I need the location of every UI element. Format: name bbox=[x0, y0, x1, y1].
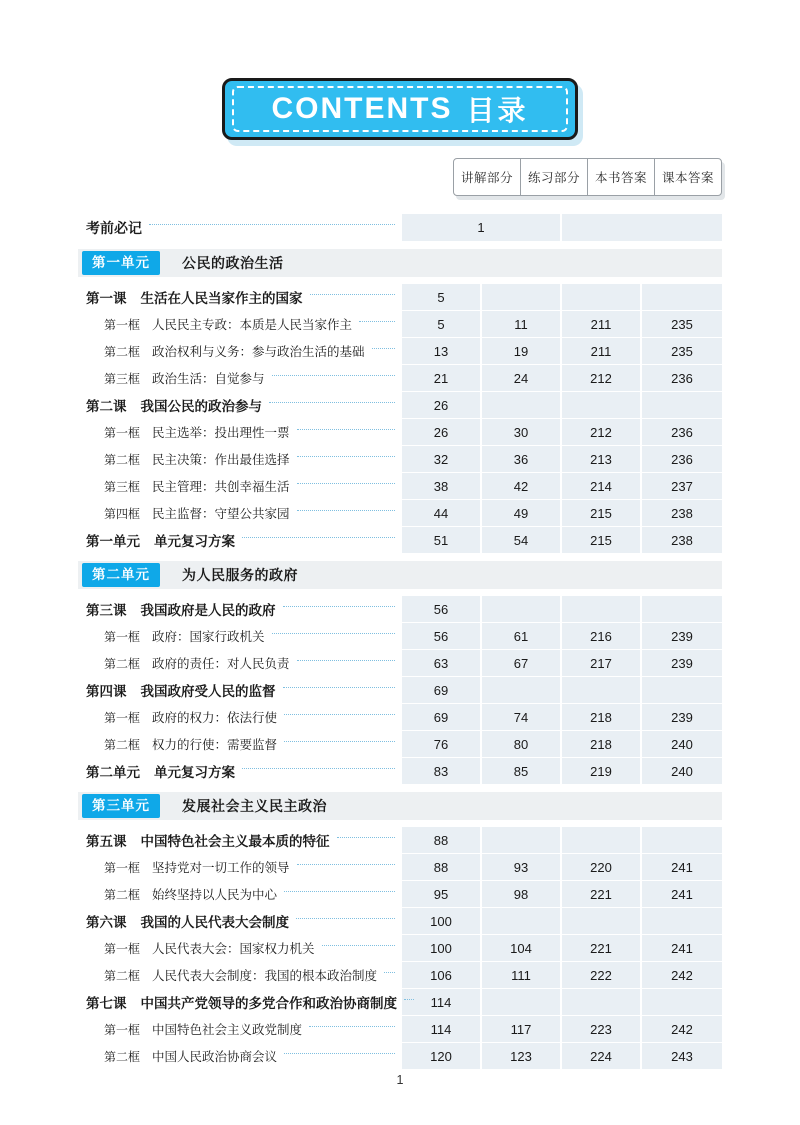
toc-row-frame[interactable] bbox=[78, 854, 722, 880]
contents-title-cn: 目录 bbox=[466, 95, 529, 126]
toc-title-cell bbox=[78, 338, 402, 364]
toc-page-numbers bbox=[402, 338, 722, 364]
toc-page-numbers bbox=[402, 500, 722, 526]
toc-row-frame[interactable] bbox=[78, 446, 722, 472]
toc-title-cell bbox=[78, 935, 402, 961]
page-number-lecture: 13 bbox=[402, 338, 482, 364]
page-number-exercise: 42 bbox=[482, 473, 562, 499]
page-number-textbook-answers bbox=[642, 908, 722, 934]
page-number-textbook-answers bbox=[642, 284, 722, 310]
toc-title-cell bbox=[78, 392, 402, 418]
toc-title-cell bbox=[78, 962, 402, 988]
page-number-lecture: 69 bbox=[402, 704, 482, 730]
toc-entry-title: 坚持党对一切工作的领导 bbox=[152, 861, 290, 875]
toc-entry-label: 第三课 bbox=[86, 603, 127, 618]
toc-entry-label: 第六课 bbox=[86, 915, 127, 930]
dot-leader bbox=[297, 660, 395, 661]
toc-page-numbers bbox=[402, 596, 722, 622]
toc-entry-label: 第二单元 bbox=[86, 765, 140, 780]
page-number-exercise bbox=[482, 392, 562, 418]
toc-entry-title: 政治权利与义务：参与政治生活的基础 bbox=[152, 345, 365, 359]
page-number-exercise bbox=[482, 596, 562, 622]
page-number-exercise: 19 bbox=[482, 338, 562, 364]
toc-title-cell bbox=[78, 284, 402, 310]
page-number-lecture: 100 bbox=[402, 935, 482, 961]
toc-entry-title: 人民代表大会制度：我国的根本政治制度 bbox=[152, 969, 378, 983]
page-number-lecture: 1 bbox=[402, 214, 562, 241]
toc-entry-label: 第二框 bbox=[104, 452, 141, 467]
page-number-book-answers: 221 bbox=[562, 881, 642, 907]
dot-leader bbox=[297, 429, 395, 430]
page-number-exercise: 98 bbox=[482, 881, 562, 907]
toc-page-numbers bbox=[402, 392, 722, 418]
legend-column-lecture: 讲解部分 bbox=[454, 159, 521, 195]
toc-title-cell bbox=[78, 419, 402, 445]
toc-row-frame[interactable] bbox=[78, 935, 722, 961]
toc-entry-title: 生活在人民当家作主的国家 bbox=[140, 291, 303, 306]
dot-leader bbox=[242, 768, 395, 769]
toc-page-numbers bbox=[402, 758, 722, 784]
page-number-textbook-answers: 243 bbox=[642, 1043, 722, 1069]
page-number-exercise: 123 bbox=[482, 1043, 562, 1069]
toc-entry-title: 民主管理：共创幸福生活 bbox=[152, 480, 290, 494]
page-number-textbook-answers: 241 bbox=[642, 881, 722, 907]
toc-entry-title: 单元复习方案 bbox=[154, 765, 235, 780]
page-number-lecture: 5 bbox=[402, 284, 482, 310]
page-number-book-answers bbox=[562, 908, 642, 934]
toc-page-numbers bbox=[402, 854, 722, 880]
dot-leader bbox=[284, 714, 395, 715]
toc-entry-label: 第四框 bbox=[104, 506, 141, 521]
toc-entry-label: 第二框 bbox=[104, 737, 141, 752]
toc-title-cell bbox=[78, 677, 402, 703]
page-number-book-answers: 213 bbox=[562, 446, 642, 472]
toc-entry-title: 中国共产党领导的多党合作和政治协商制度 bbox=[140, 996, 397, 1011]
dot-leader bbox=[359, 321, 395, 322]
toc-entry-label: 第二框 bbox=[104, 1049, 141, 1064]
page-number-exercise: 93 bbox=[482, 854, 562, 880]
toc-row-frame[interactable] bbox=[78, 731, 722, 757]
page-number-book-answers: 212 bbox=[562, 365, 642, 391]
toc-row-frame[interactable] bbox=[78, 473, 722, 499]
page-number-exercise bbox=[482, 827, 562, 853]
dot-leader bbox=[272, 633, 395, 634]
page-number-lecture: 76 bbox=[402, 731, 482, 757]
page-number-book-answers: 214 bbox=[562, 473, 642, 499]
page-number-exercise: 67 bbox=[482, 650, 562, 676]
toc-page-numbers bbox=[402, 623, 722, 649]
toc-title-cell bbox=[78, 827, 402, 853]
unit-header-1 bbox=[78, 249, 722, 277]
toc-row-lesson[interactable] bbox=[78, 596, 722, 622]
toc-entry-label: 第二课 bbox=[86, 399, 127, 414]
page-number-exercise: 117 bbox=[482, 1016, 562, 1042]
page-number-textbook-answers: 236 bbox=[642, 446, 722, 472]
page-number-book-answers: 222 bbox=[562, 962, 642, 988]
page-number-textbook-answers bbox=[642, 989, 722, 1015]
toc-row-frame[interactable] bbox=[78, 1043, 722, 1069]
dot-leader bbox=[384, 972, 395, 973]
page-number-book-answers: 216 bbox=[562, 623, 642, 649]
page-number-textbook-answers: 236 bbox=[642, 419, 722, 445]
toc-entry-label: 第一框 bbox=[104, 860, 141, 875]
toc-title-cell bbox=[78, 596, 402, 622]
toc-row-lesson[interactable] bbox=[78, 908, 722, 934]
dot-leader bbox=[297, 483, 395, 484]
contents-header bbox=[0, 78, 800, 140]
unit-tag: 第三单元 bbox=[82, 794, 160, 818]
toc-entry-label: 第二框 bbox=[104, 968, 141, 983]
toc-page-numbers bbox=[402, 527, 722, 553]
dot-leader bbox=[272, 375, 395, 376]
table-of-contents bbox=[78, 214, 722, 1070]
toc-row-frame[interactable] bbox=[78, 419, 722, 445]
page-number-textbook-answers bbox=[642, 596, 722, 622]
toc-title-cell bbox=[78, 623, 402, 649]
toc-row-frame[interactable] bbox=[78, 704, 722, 730]
contents-banner bbox=[222, 78, 578, 140]
dot-leader bbox=[284, 891, 395, 892]
toc-entry-title: 权力的行使：需要监督 bbox=[152, 738, 278, 752]
toc-entry-title: 中国特色社会主义最本质的特征 bbox=[140, 834, 330, 849]
toc-entry-label: 第一框 bbox=[104, 629, 141, 644]
toc-page-numbers bbox=[402, 677, 722, 703]
page-number-lecture: 114 bbox=[402, 989, 482, 1015]
page-number-exercise: 104 bbox=[482, 935, 562, 961]
toc-entry-label: 第五课 bbox=[86, 834, 127, 849]
toc-entry-title: 我国政府受人民的监督 bbox=[140, 684, 276, 699]
dot-leader bbox=[149, 224, 395, 225]
page-number-textbook-answers: 239 bbox=[642, 623, 722, 649]
column-legend bbox=[453, 158, 722, 196]
dot-leader bbox=[283, 687, 396, 688]
toc-entry-label: 第一框 bbox=[104, 1022, 141, 1037]
toc-page-numbers bbox=[402, 881, 722, 907]
toc-row-lesson[interactable] bbox=[78, 989, 722, 1015]
dot-leader bbox=[297, 510, 395, 511]
page-number-book-answers: 212 bbox=[562, 419, 642, 445]
page-number-lecture: 38 bbox=[402, 473, 482, 499]
page-number-book-answers: 215 bbox=[562, 500, 642, 526]
toc-title-cell bbox=[78, 854, 402, 880]
toc-entry-title: 政治生活：自觉参与 bbox=[152, 372, 265, 386]
toc-page-numbers bbox=[402, 935, 722, 961]
page-number-book-answers: 215 bbox=[562, 527, 642, 553]
unit-name: 为人民服务的政府 bbox=[182, 567, 298, 583]
page-number-textbook-answers: 241 bbox=[642, 935, 722, 961]
toc-page-numbers bbox=[402, 827, 722, 853]
toc-title-cell bbox=[78, 650, 402, 676]
toc-entry-title: 民主决策：作出最佳选择 bbox=[152, 453, 290, 467]
toc-entry-label: 第四课 bbox=[86, 684, 127, 699]
column-legend-box bbox=[453, 158, 722, 196]
toc-title-cell bbox=[78, 704, 402, 730]
page-number-book-answers: 224 bbox=[562, 1043, 642, 1069]
page-number-textbook-answers: 236 bbox=[642, 365, 722, 391]
toc-title-cell bbox=[78, 311, 402, 337]
page-number-textbook-answers: 242 bbox=[642, 962, 722, 988]
toc-row-frame[interactable] bbox=[78, 1016, 722, 1042]
page-number-textbook-answers: 239 bbox=[642, 704, 722, 730]
toc-title-cell bbox=[78, 989, 402, 1015]
toc-entry-label: 第一框 bbox=[104, 425, 141, 440]
page-number-lecture: 5 bbox=[402, 311, 482, 337]
unit-name: 发展社会主义民主政治 bbox=[182, 798, 327, 814]
page-number-book-answers: 223 bbox=[562, 1016, 642, 1042]
page-number-lecture: 21 bbox=[402, 365, 482, 391]
toc-row-frame[interactable] bbox=[78, 650, 722, 676]
toc-entry-title: 人民代表大会：国家权力机关 bbox=[152, 942, 315, 956]
toc-row-frame[interactable] bbox=[78, 500, 722, 526]
legend-column-exercise: 练习部分 bbox=[521, 159, 588, 195]
page-number-lecture: 26 bbox=[402, 392, 482, 418]
toc-row-lesson[interactable] bbox=[78, 392, 722, 418]
page-number-exercise: 24 bbox=[482, 365, 562, 391]
toc-row-frame[interactable] bbox=[78, 623, 722, 649]
page-number-exercise: 111 bbox=[482, 962, 562, 988]
page-number-lecture: 120 bbox=[402, 1043, 482, 1069]
page-number-lecture: 63 bbox=[402, 650, 482, 676]
toc-row-lesson[interactable] bbox=[78, 827, 722, 853]
toc-entry-title: 人民民主专政：本质是人民当家作主 bbox=[152, 318, 353, 332]
page-number-lecture: 51 bbox=[402, 527, 482, 553]
page-number-book-answers: 221 bbox=[562, 935, 642, 961]
toc-row-frame[interactable] bbox=[78, 311, 722, 337]
page-number-book-answers bbox=[562, 392, 642, 418]
toc-entry-label: 第二框 bbox=[104, 656, 141, 671]
toc-entry-title: 政府的责任：对人民负责 bbox=[152, 657, 290, 671]
toc-entry-label: 第一框 bbox=[104, 710, 141, 725]
page-folio: 1 bbox=[396, 1073, 404, 1087]
page-number-lecture: 114 bbox=[402, 1016, 482, 1042]
page-number-book-answers bbox=[562, 677, 642, 703]
dot-leader bbox=[242, 537, 395, 538]
toc-row-unit-review[interactable] bbox=[78, 758, 722, 784]
toc-title-cell bbox=[78, 1016, 402, 1042]
toc-page-numbers bbox=[402, 214, 722, 241]
toc-row-pre-exam-notes[interactable] bbox=[78, 214, 722, 241]
page-number-lecture: 88 bbox=[402, 827, 482, 853]
page-number-book-answers bbox=[562, 596, 642, 622]
toc-entry-title: 我国的人民代表大会制度 bbox=[140, 915, 289, 930]
toc-title-cell bbox=[78, 365, 402, 391]
toc-entry-title: 政府的权力：依法行使 bbox=[152, 711, 278, 725]
page-number-exercise: 11 bbox=[482, 311, 562, 337]
legend-column-book-answers: 本书答案 bbox=[588, 159, 655, 195]
unit-tag: 第一单元 bbox=[82, 251, 160, 275]
toc-row-frame[interactable] bbox=[78, 962, 722, 988]
page-number-textbook-answers: 237 bbox=[642, 473, 722, 499]
toc-entry-label: 第一课 bbox=[86, 291, 127, 306]
toc-page-numbers bbox=[402, 731, 722, 757]
page-number-lecture: 88 bbox=[402, 854, 482, 880]
page-number-exercise: 54 bbox=[482, 527, 562, 553]
toc-page-numbers bbox=[402, 284, 722, 310]
toc-title-cell bbox=[78, 500, 402, 526]
toc-row-frame[interactable] bbox=[78, 365, 722, 391]
unit-header-2 bbox=[78, 561, 722, 589]
page-number-exercise: 85 bbox=[482, 758, 562, 784]
toc-row-lesson[interactable] bbox=[78, 677, 722, 703]
page-number-exercise bbox=[482, 908, 562, 934]
dot-leader bbox=[283, 606, 396, 607]
dot-leader bbox=[337, 837, 396, 838]
page-number-lecture: 69 bbox=[402, 677, 482, 703]
toc-title-cell bbox=[78, 908, 402, 934]
page-number-textbook-answers: 239 bbox=[642, 650, 722, 676]
page-number-lecture: 32 bbox=[402, 446, 482, 472]
toc-page-numbers bbox=[402, 989, 722, 1015]
page-number-exercise: 49 bbox=[482, 500, 562, 526]
page-number-lecture: 56 bbox=[402, 623, 482, 649]
page-number-textbook-answers: 238 bbox=[642, 527, 722, 553]
page-number-textbook-answers: 235 bbox=[642, 338, 722, 364]
page-number-exercise bbox=[482, 989, 562, 1015]
toc-entry-title: 中国特色社会主义政党制度 bbox=[152, 1023, 303, 1037]
toc-page-numbers bbox=[402, 473, 722, 499]
toc-entry-title: 单元复习方案 bbox=[154, 534, 235, 549]
page-number-textbook-answers: 235 bbox=[642, 311, 722, 337]
page-number-exercise bbox=[562, 214, 722, 241]
page-number-book-answers: 211 bbox=[562, 311, 642, 337]
toc-title-cell bbox=[78, 214, 402, 241]
toc-entry-label: 第一框 bbox=[104, 941, 141, 956]
toc-row-frame[interactable] bbox=[78, 881, 722, 907]
dot-leader bbox=[404, 999, 414, 1000]
page-number-lecture: 26 bbox=[402, 419, 482, 445]
dot-leader bbox=[297, 864, 395, 865]
dot-leader bbox=[310, 294, 396, 295]
dot-leader bbox=[296, 918, 395, 919]
toc-entry-title: 民主监督：守望公共家园 bbox=[152, 507, 290, 521]
toc-title-cell bbox=[78, 1043, 402, 1069]
toc-entry-title: 我国公民的政治参与 bbox=[140, 399, 262, 414]
page-number-textbook-answers bbox=[642, 827, 722, 853]
toc-entry-title: 中国人民政治协商会议 bbox=[152, 1050, 278, 1064]
unit-header-3 bbox=[78, 792, 722, 820]
page-number-lecture: 106 bbox=[402, 962, 482, 988]
dot-leader bbox=[372, 348, 395, 349]
page-number-textbook-answers: 240 bbox=[642, 758, 722, 784]
toc-entry-label: 第二框 bbox=[104, 887, 141, 902]
page-number-exercise: 61 bbox=[482, 623, 562, 649]
toc-page-numbers bbox=[402, 446, 722, 472]
unit-tag: 第二单元 bbox=[82, 563, 160, 587]
page-number-book-answers bbox=[562, 284, 642, 310]
page-number-textbook-answers bbox=[642, 392, 722, 418]
page-number-exercise: 80 bbox=[482, 731, 562, 757]
page-number-exercise: 30 bbox=[482, 419, 562, 445]
page-number-exercise bbox=[482, 284, 562, 310]
page-number-lecture: 95 bbox=[402, 881, 482, 907]
toc-entry-title: 考前必记 bbox=[86, 219, 142, 236]
toc-page-numbers bbox=[402, 962, 722, 988]
toc-entry-title: 我国政府是人民的政府 bbox=[140, 603, 276, 618]
legend-column-textbook-answers: 课本答案 bbox=[661, 171, 714, 185]
dot-leader bbox=[309, 1026, 395, 1027]
toc-title-cell bbox=[78, 731, 402, 757]
toc-title-cell bbox=[78, 473, 402, 499]
page-number-book-answers: 218 bbox=[562, 731, 642, 757]
page-number-textbook-answers: 242 bbox=[642, 1016, 722, 1042]
toc-entry-label: 第七课 bbox=[86, 996, 127, 1011]
toc-title-cell bbox=[78, 881, 402, 907]
dot-leader bbox=[322, 945, 395, 946]
toc-page-numbers bbox=[402, 311, 722, 337]
dot-leader bbox=[297, 456, 395, 457]
toc-entry-label: 第一单元 bbox=[86, 534, 140, 549]
toc-page-numbers bbox=[402, 1043, 722, 1069]
toc-entry-label: 第三框 bbox=[104, 371, 141, 386]
toc-row-unit-review[interactable] bbox=[78, 527, 722, 553]
page-number-exercise bbox=[482, 677, 562, 703]
toc-entry-title: 始终坚持以人民为中心 bbox=[152, 888, 278, 902]
page-number-lecture: 44 bbox=[402, 500, 482, 526]
page-number-exercise: 74 bbox=[482, 704, 562, 730]
page-number-book-answers bbox=[562, 827, 642, 853]
toc-entry-label: 第一框 bbox=[104, 317, 141, 332]
page-number-book-answers bbox=[562, 989, 642, 1015]
toc-page-numbers bbox=[402, 419, 722, 445]
dot-leader bbox=[284, 741, 395, 742]
page-number-exercise: 36 bbox=[482, 446, 562, 472]
toc-page-numbers bbox=[402, 365, 722, 391]
toc-page-numbers bbox=[402, 704, 722, 730]
toc-row-frame[interactable] bbox=[78, 338, 722, 364]
page-number-textbook-answers: 240 bbox=[642, 731, 722, 757]
page-number-lecture: 83 bbox=[402, 758, 482, 784]
toc-page-numbers bbox=[402, 908, 722, 934]
toc-entry-label: 第三框 bbox=[104, 479, 141, 494]
toc-page-numbers bbox=[402, 650, 722, 676]
toc-page-numbers bbox=[402, 1016, 722, 1042]
page-number-textbook-answers bbox=[642, 677, 722, 703]
page-number-book-answers: 217 bbox=[562, 650, 642, 676]
page-number-book-answers: 211 bbox=[562, 338, 642, 364]
toc-entry-label: 第二框 bbox=[104, 344, 141, 359]
page-number-book-answers: 220 bbox=[562, 854, 642, 880]
page-number-textbook-answers: 238 bbox=[642, 500, 722, 526]
toc-title-cell bbox=[78, 527, 402, 553]
page-number-book-answers: 218 bbox=[562, 704, 642, 730]
page-number-book-answers: 219 bbox=[562, 758, 642, 784]
toc-entry-title: 政府：国家行政机关 bbox=[152, 630, 265, 644]
toc-title-cell bbox=[78, 758, 402, 784]
dot-leader bbox=[284, 1053, 395, 1054]
page-number-lecture: 100 bbox=[402, 908, 482, 934]
toc-row-lesson[interactable] bbox=[78, 284, 722, 310]
contents-title-en: CONTENTS bbox=[271, 92, 453, 125]
page-number-textbook-answers: 241 bbox=[642, 854, 722, 880]
dot-leader bbox=[269, 402, 395, 403]
page-number-lecture: 56 bbox=[402, 596, 482, 622]
unit-name: 公民的政治生活 bbox=[182, 255, 284, 271]
toc-entry-title: 民主选举：投出理性一票 bbox=[152, 426, 290, 440]
toc-title-cell bbox=[78, 446, 402, 472]
